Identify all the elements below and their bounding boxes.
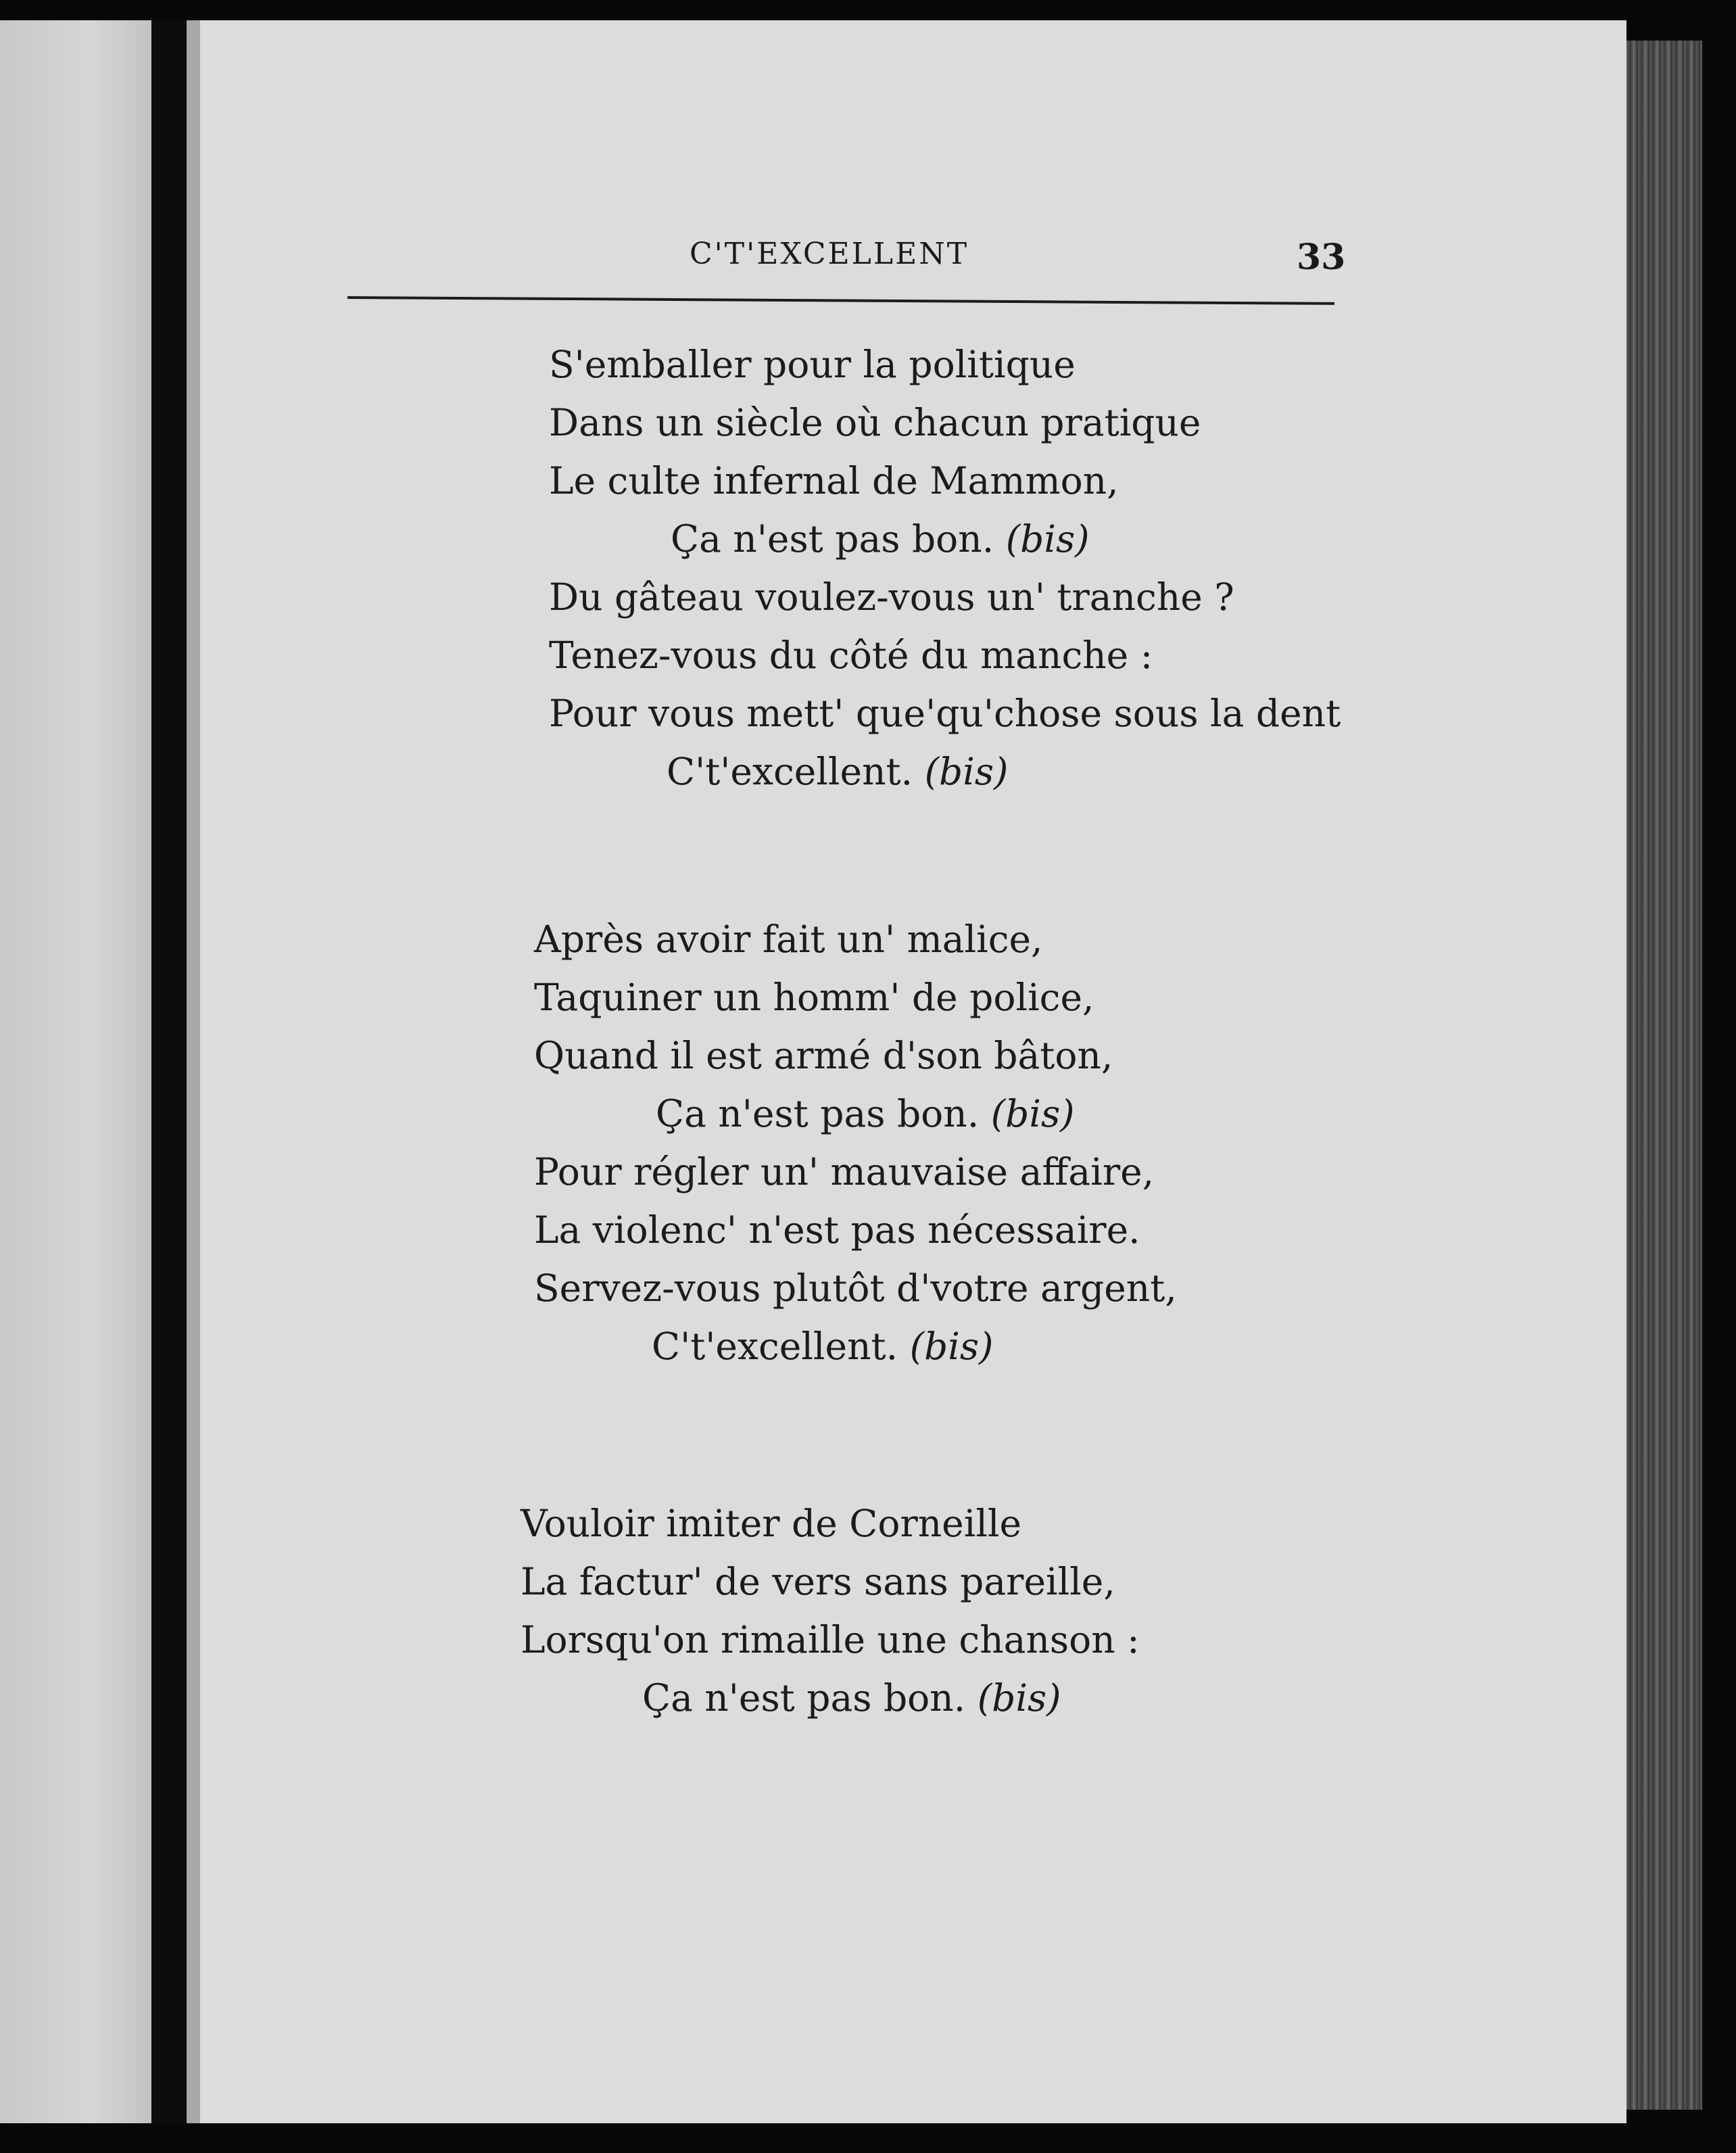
running-title: C'T'EXCELLENT [690,237,969,271]
verse-line: Vouloir imiter de Corneille [521,1502,1022,1545]
verse-line: La violenc' n'est pas nécessaire. [534,1208,1140,1252]
refrain-line [521,1669,1140,1727]
verse-line: S'emballer pour la politique [549,343,1076,386]
refrain-text: C't'excellent. [652,1325,898,1368]
verse-line: Quand il est armé d'son bâton, [534,1034,1113,1077]
book-binding [151,20,187,2123]
refrain-text: Ça n'est pas bon. [656,1092,980,1135]
verse-line: Dans un siècle où chacun pratique [549,401,1201,444]
refrain-line [549,510,1341,568]
facing-page-fragment [0,20,151,2123]
stanza-1 [549,335,1341,801]
verse-line: La factur' de vers sans pareille, [521,1560,1115,1603]
verse-line: Le culte infernal de Mammon, [549,459,1119,502]
refrain-line [534,1317,1177,1375]
page-gutter [187,20,200,2123]
refrain-line [549,742,1341,801]
refrain-line [534,1085,1177,1143]
bis-marker: (bis) [924,750,1009,793]
stanza-2 [534,910,1177,1375]
verse-line: Lorsqu'on rimaille une chanson : [521,1618,1140,1661]
bis-marker: (bis) [909,1325,994,1368]
verse-line: Du gâteau voulez-vous un' tranche ? [549,575,1234,619]
bis-marker: (bis) [990,1092,1075,1135]
refrain-text: Ça n'est pas bon. [642,1676,966,1720]
refrain-text: C't'excellent. [667,750,913,793]
page-number: 33 [1297,237,1346,278]
stanza-3 [521,1494,1140,1727]
bis-marker: (bis) [977,1676,1061,1720]
verse-line: Taquiner un homm' de police, [534,976,1094,1019]
verse-line: Pour vous mett' que'qu'chose sous la dent [549,692,1341,735]
verse-line: Après avoir fait un' malice, [534,918,1043,961]
verse-line: Servez-vous plutôt d'votre argent, [534,1267,1177,1310]
verse-line: Tenez-vous du côté du manche : [549,634,1153,677]
page-block-edge [1626,41,1702,2110]
refrain-text: Ça n'est pas bon. [671,517,994,561]
bis-marker: (bis) [1005,517,1090,561]
verse-line: Pour régler un' mauvaise affaire, [534,1150,1155,1193]
